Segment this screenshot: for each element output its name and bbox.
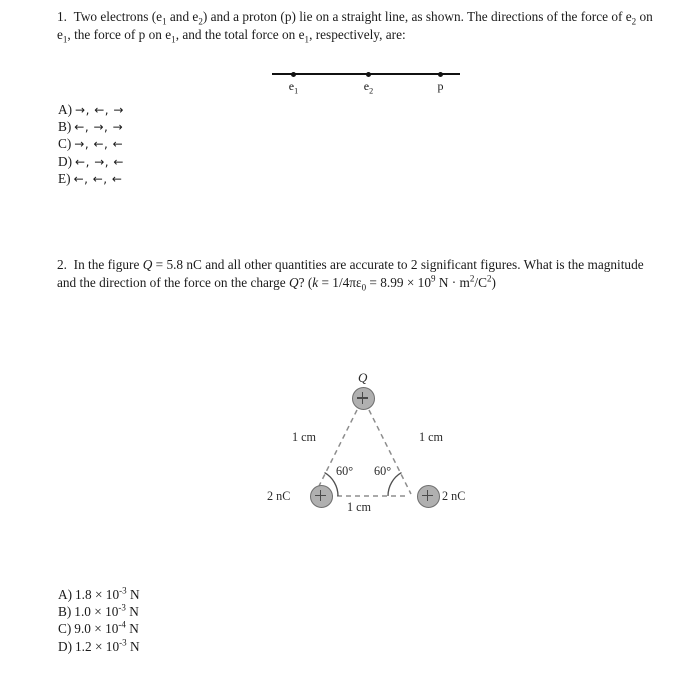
triangle-side-left (315, 410, 357, 494)
answer-label-d: D) (58, 153, 73, 169)
constant-symbol-k: k (312, 274, 319, 290)
charge-label-e2: $e_2$ (363, 79, 374, 96)
question-1-answer-list (58, 101, 124, 187)
question-1-number: 1. (57, 9, 67, 24)
left-charge-value-label: 2 nC (267, 489, 291, 503)
answer-label-e: E) (58, 170, 71, 186)
answer-option-d[interactable] (58, 638, 140, 655)
epsilon-subscript: 0 (361, 282, 367, 293)
question-1-body-6: , and the total force on e (175, 26, 305, 42)
answer-label-d: D) (58, 638, 73, 654)
answer-label-b: B) (58, 119, 72, 135)
answer-arrows-e: ←, ←, ← (73, 171, 123, 186)
angle-label-right: 60° (374, 464, 392, 478)
question-2-body-4: = 1/4πε (318, 274, 362, 290)
collinear-charges-figure (265, 62, 470, 102)
triangle-charges-figure (243, 366, 483, 526)
answer-exponent-c: -4 (118, 619, 126, 630)
plus-sign-vertical-top (362, 392, 364, 404)
right-charge-value-label: 2 nC (442, 489, 466, 503)
question-1-sub-6: 1 (304, 34, 310, 45)
question-1-sub-4: 1 (62, 34, 68, 45)
exponent-coulombs-squared: 2 (486, 273, 492, 284)
answer-mantissa-c: 9.0 × 10 (74, 621, 119, 637)
question-2-number: 2. (57, 257, 67, 272)
answer-mantissa-b: 1.0 × 10 (74, 604, 119, 620)
answer-unit-d: N (126, 638, 140, 654)
angle-label-left: 60° (336, 464, 354, 478)
charge-circle-left (310, 485, 333, 508)
charge-label-e1: $e_1$ (288, 79, 299, 96)
answer-arrows-c: →, ←, ← (74, 137, 124, 152)
question-2-body-2: = 5.8 nC and all other quantities are accurate to 2 significant figures. What is the magnitude and the direction of the force on the charge (57, 257, 644, 290)
question-1-sub-1: 1 (162, 16, 167, 27)
question-2-text (57, 256, 657, 291)
answer-arrows-a: →, ←, → (75, 103, 124, 117)
answer-mantissa-d: 1.2 × 10 (75, 638, 120, 654)
charge-circle-top (352, 387, 375, 410)
question-2-body-1: In the figure (73, 257, 143, 272)
charge-symbol-q-1: Q (142, 257, 153, 272)
answer-exponent-d: -3 (119, 637, 127, 648)
answer-option-c[interactable] (58, 620, 140, 637)
question-2-body-5: = 8.99 × 10 (366, 274, 431, 290)
answer-exponent-b: -3 (118, 602, 126, 613)
side-length-label-base: 1 cm (347, 500, 372, 514)
question-1-body-2: and e (166, 9, 199, 24)
question-1-sub-2: 2 (198, 16, 203, 27)
question-2-body-3: ? ( (298, 274, 313, 290)
answer-option-e[interactable] (58, 170, 124, 187)
charge-dot-e2 (366, 72, 371, 77)
answer-label-a: A) (58, 587, 73, 602)
answer-label-c: C) (58, 136, 72, 152)
triangle-side-right (369, 410, 411, 494)
question-1-body-5: , the force of p on e (67, 26, 172, 42)
apex-charge-label-q: Q (358, 370, 368, 385)
question-2-body-6: N · m (435, 274, 470, 290)
question-1-sub-3: 2 (631, 16, 637, 27)
answer-exponent-a: -3 (119, 585, 127, 596)
answer-arrows-b: ←, →, → (74, 120, 124, 135)
answer-label-a: A) (58, 102, 73, 117)
plus-sign-vertical-right (427, 490, 429, 502)
answer-mantissa-a: 1.8 × 10 (75, 587, 120, 602)
question-2-body-8: ) (491, 274, 496, 290)
question-1-body-3: ) and a proton (p) lie on a straight line, as shown. The directions of the force of e (202, 9, 632, 24)
answer-label-b: B) (58, 604, 72, 620)
answer-option-d[interactable] (58, 153, 124, 170)
answer-option-c[interactable] (58, 135, 124, 152)
question-2-body-7: /C (474, 274, 487, 290)
question-1-sub-5: 1 (171, 34, 176, 45)
plus-sign-vertical-left (320, 490, 322, 502)
answer-unit-a: N (126, 587, 140, 602)
exponent-meters-squared: 2 (469, 273, 475, 284)
answer-unit-b: N (125, 604, 139, 620)
question-2-answer-list (58, 586, 140, 655)
question-1-body-4: on e (57, 9, 653, 42)
side-length-label-left: 1 cm (292, 430, 317, 444)
answer-option-a[interactable] (58, 586, 140, 603)
answer-option-a[interactable] (58, 101, 124, 118)
answer-unit-c: N (125, 621, 139, 637)
question-1-body-7: , respectively, are: (309, 26, 406, 42)
charge-symbol-q-2: Q (288, 274, 299, 290)
answer-option-b[interactable] (58, 603, 140, 620)
charge-label-p: p (437, 79, 444, 93)
answer-label-c: C) (58, 621, 72, 637)
answer-arrows-d: ←, →, ← (75, 154, 124, 169)
question-1-body-1: Two electrons (e (73, 9, 163, 24)
charge-dot-p (438, 72, 443, 77)
charge-circle-right (417, 485, 440, 508)
charge-dot-e1 (291, 72, 296, 77)
answer-option-b[interactable] (58, 118, 124, 135)
question-1-text (57, 8, 657, 43)
side-length-label-right: 1 cm (419, 430, 444, 444)
exponent-nine: 9 (430, 273, 436, 284)
